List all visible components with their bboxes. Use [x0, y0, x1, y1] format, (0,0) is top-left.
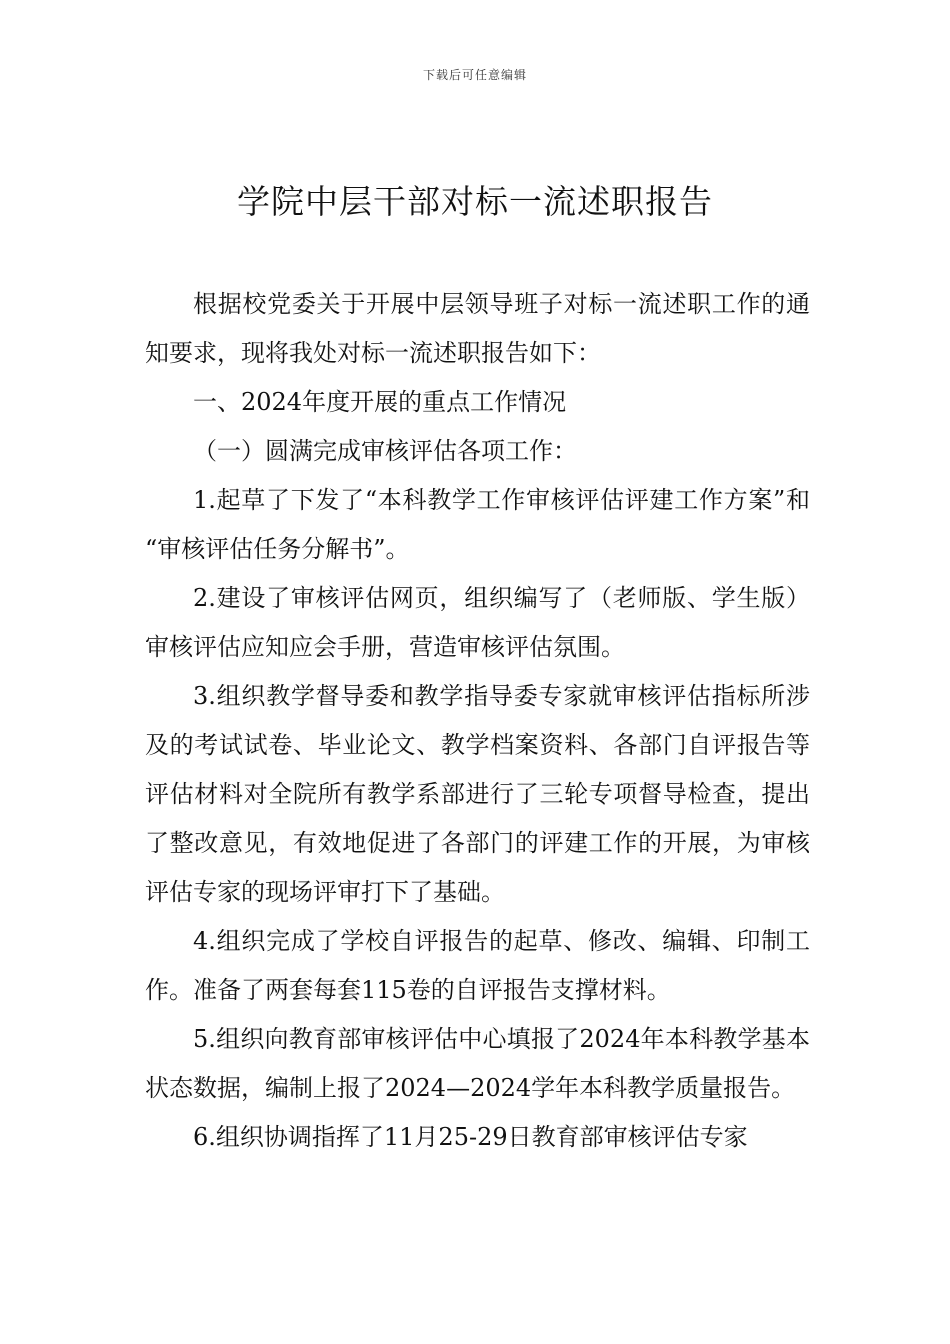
document-body	[145, 280, 810, 1162]
section-heading-1: 一、2024年度开展的重点工作情况	[193, 388, 567, 416]
list-item-2: 2.建设了审核评估网页，组织编写了（老师版、学生版）审核评估应知应会手册，营造审核评估氛围。	[145, 584, 810, 661]
list-item-4: 4.组织完成了学校自评报告的起草、修改、编辑、印制工作。准备了两套每套115卷的自评报告支撑材料。	[145, 927, 810, 1004]
list-item-5: 5.组织向教育部审核评估中心填报了2024年本科教学基本状态数据，编制上报了2024—2024学年本科教学质量报告。	[145, 1025, 810, 1102]
header-note: 下载后可任意编辑	[422, 68, 527, 82]
list-item-6: 6.组织协调指挥了11月25-29日教育部审核评估专家	[193, 1123, 748, 1151]
list-item-3: 3.组织教学督导委和教学指导委专家就审核评估指标所涉及的考试试卷、毕业论文、教学档案资料、各部门自评报告等评估材料对全院所有教学系部进行了三轮专项督导检查，提出了整改意见，有效地促进了各部门的评建工作的开展，为审核评估专家的现场评审打下了基础。	[145, 682, 810, 906]
paragraph-intro: 根据校党委关于开展中层领导班子对标一流述职工作的通知要求，现将我处对标一流述职报告如下：	[145, 290, 810, 367]
subsection-heading-1: （一）圆满完成审核评估各项工作：	[193, 437, 577, 465]
document-title: 学院中层干部对标一流述职报告	[237, 182, 713, 221]
list-item-1: 1.起草了下发了“本科教学工作审核评估评建工作方案”和 “审核评估任务分解书”。	[145, 486, 810, 563]
